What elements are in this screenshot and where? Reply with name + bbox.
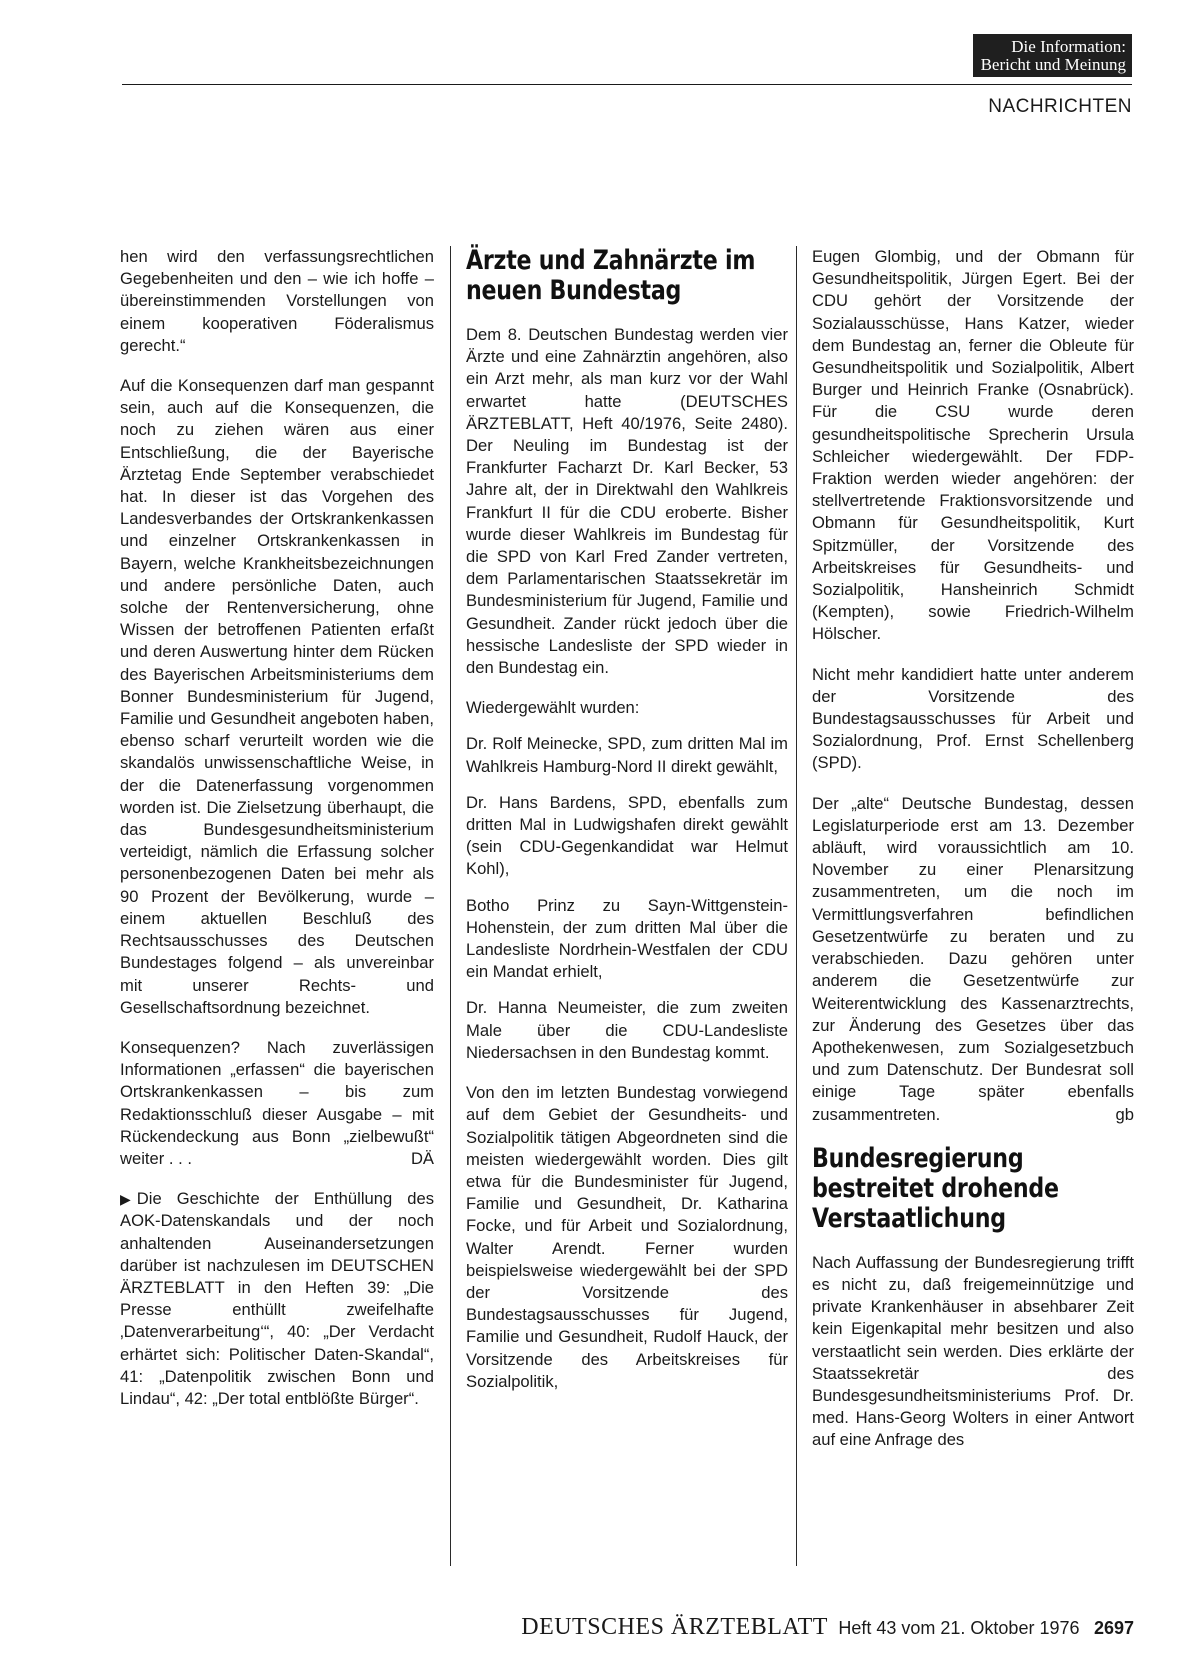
author-signature: DÄ [410,1148,434,1168]
column-divider-2 [796,246,797,1566]
col3-paragraph-3 [812,793,1134,1126]
section-label: NACHRICHTEN [988,96,1132,117]
column-1 [120,246,434,1410]
header-rule [122,84,1132,85]
col2-paragraph-6: Dr. Hanna Neumeister, die zum zweiten Male über die CDU-Landesliste Niedersachsen in den Bundestag kommt. [466,998,788,1062]
page-footer [521,1614,1134,1641]
column-2 [466,246,788,1393]
col1-paragraph-1: hen wird den verfassungsrechtlichen Gegebenheiten und den – wie ich hoffe – übereinstimmenden Vorstellungen von einem kooperativen Föderalismus gerecht.“ [120,247,434,355]
page-number: 2697 [1093,1618,1134,1638]
col1-paragraph-4 [120,1188,434,1410]
col1-paragraph-3-text: Konsequenzen? Nach zuverlässigen Informationen „erfassen“ die bayerischen Ortskrankenkassen – bis zum Redaktionsschluß dieser Ausgabe – mit Rückendeckung aus Bonn „zielbewußt“ weiter . . . [120,1037,434,1168]
col1-paragraph-4-text: Die Geschichte der Enthüllung des AOK-Datenskandals und der noch anhaltenden Auseinandersetzungen darüber ist nachzulesen im DEUTSCHEN ÄRZTEBLATT in den Heften 39: „Die Presse enthüllt zweifelhafte ‚Datenverarbeitung‘“, 40: „Der Verdacht erhärtet sich: Politischer Daten-Skandal“, 41: „Datenpolitik zwischen Bonn und Lindau“, 42: „Der total entblößte Bürger“. [120,1189,434,1408]
column-divider-1 [450,246,451,1566]
col2-paragraph-2: Wiedergewählt wurden: [466,698,640,718]
rubric-badge [973,34,1132,77]
arrow-right-icon: ▶ [120,1191,131,1208]
col2-paragraph-3: Dr. Rolf Meinecke, SPD, zum dritten Mal im Wahlkreis Hamburg-Nord II direkt gewählt, [466,734,788,776]
author-signature-gb: gb [1115,1104,1134,1124]
col2-paragraph-5: Botho Prinz zu Sayn-Wittgenstein-Hohenstein, der zum dritten Mal über die Landesliste Nordrhein-Westfalen der CDU ein Mandat erhielt, [466,895,788,982]
column-3 [812,246,1134,1452]
col1-paragraph-2: Auf die Konsequenzen darf man gespannt sein, auch auf die Konsequenzen, die noch zu ziehen wären aus einer Entschließung, die der Bayerische Ärztetag Ende September verabschiedet hat. In dieser ist das Vorgehen des Landesverbandes der Ortskrankenkassen und einzelner Ortskrankenkassen in Bayern, welche Krankheitsbezeichnungen und andere persönliche Daten, auch solche der Rentenversicherung, ohne Wissen der betroffenen Patienten erfaßt und deren Auswertung hinter dem Rücken des Bayerischen Arbeitsministeriums dem Bonner Bundesministerium für Jugend, Familie und Gesundheit angeboten haben, ebenso scharf verurteilt worden wie die skandalös unwissenschaftliche Weise, in der die Datenerfassung vorgenommen worden ist. Die Zielsetzung überhaupt, die das Bundesgesundheitsministerium verteidigt, nämlich die Erfassung solcher personenbezogenen Daten bei mehr als 90 Prozent der Bevölkerung, wurde – einem aktuellen Beschluß des Rechtsausschusses des Deutschen Bundestages folgend – als unvereinbar mit unserer Rechts- und Gesellschaftsordnung bezeichnet. [120,376,434,1017]
col3-paragraph-3-text: Der „alte“ Deutsche Bundestag, dessen Legislaturperiode erst am 13. Dezember abläuft, wird voraussichtlich am 10. November zu einer Plenarsitzung zusammentreten, um die noch im Vermittlungsverfahren befindlichen Gesetzentwürfe zu beraten und zu verabschieden. Dazu gehören unter anderem die Gesetzentwürfe zur Weiterentwicklung des Kassenarztrechts, zur Änderung des Gesetzes über das Apothekenwesen, zum Sozialgesetzbuch und zum Datenschutz. Der Bundesrat soll einige Tage später ebenfalls zusammentreten. [812,793,1134,1124]
badge-line-2: Bericht und Meinung [980,55,1126,74]
badge-line-1: Die Information: [1011,37,1126,56]
magazine-name: DEUTSCHES ÄRZTEBLATT [521,1614,828,1640]
col2-paragraph-4: Dr. Hans Bardens, SPD, ebenfalls zum dritten Mal in Ludwigshafen direkt gewählt (sein CDU-Gegenkandidat war Helmut Kohl), [466,792,788,879]
article-heading-bundesregierung: Bundesregierung bestreitet drohende Verstaatlichung [812,1142,1059,1234]
col3-paragraph-4: Nach Auffassung der Bundesregierung trifft es nicht zu, daß freigemeinnützige und private Krankenhäuser in absehbarer Zeit kein Eigenkapital mehr besitzen und also verstaatlicht sein werden. Dies erklärte der Staatssekretär des Bundesgesundheitsministeriums Prof. Dr. med. Hans-Georg Wolters in einer Antwort auf eine Anfrage des [812,1252,1134,1450]
col3-paragraph-2: Nicht mehr kandidiert hatte unter anderem der Vorsitzende des Bundestagsausschusses für Arbeit und Sozialordnung, Prof. Ernst Schellenberg (SPD). [812,664,1134,773]
col3-paragraph-1: Eugen Glombig, und der Obmann für Gesundheitspolitik, Jürgen Egert. Bei der CDU gehört der Vorsitzende der Sozialausschüsse, Hans Katzer, wieder dem Bundestag an, ferner die Obleute für Gesundheitspolitik und Sozialpolitik, Albert Burger und Heinrich Franke (Osnabrück). Für die CSU wurde deren gesundheitspolitische Sprecherin Ursula Schleicher wiedergewählt. Der FDP-Fraktion werden wieder angehören: der stellvertretende Fraktionsvorsitzende und Obmann für Gesundheitspolitik, Kurt Spitzmüller, der Vorsitzende des Arbeitskreises für Gesundheits- und Sozialpolitik, Hansheinrich Schmidt (Kempten), sowie Friedrich-Wilhelm Hölscher. [812,247,1134,644]
issue-info: Heft 43 vom 21. Oktober 1976 [838,1618,1080,1638]
col2-paragraph-1: Dem 8. Deutschen Bundestag werden vier Ärzte und eine Zahnärztin angehören, also ein Arzt mehr, als man kurz vor der Wahl erwartet hatte (DEUTSCHES ÄRZTEBLATT, Heft 40/1976, Seite 2480). Der Neuling im Bundestag ist der Frankfurter Facharzt Dr. Karl Becker, 53 Jahre alt, der in Direktwahl den Wahlkreis Frankfurt II für die CDU eroberte. Bisher wurde dieser Wahlkreis im Bundestag für die SPD von Karl Fred Zander vertreten, dem Parlamentarischen Staatssekretär im Bundesministerium für Jugend, Familie und Gesundheit. Zander rückt jedoch über die hessische Landesliste der SPD wieder in den Bundestag ein. [466,325,788,678]
col2-paragraph-7: Von den im letzten Bundestag vorwiegend auf dem Gebiet der Gesundheits- und Sozialpolitik tätigen Abgeordneten sind die meisten wiedergewählt worden. Dies gilt etwa für die Bundesminister für Jugend, Familie und Gesundheit, Dr. Katharina Focke, und für Arbeit und Sozialordnung, Walter Arendt. Ferner wurden beispielsweise wiedergewählt bei der SPD der Vorsitzende des Bundestagsausschusses für Jugend, Familie und Gesundheit, Rudolf Hauck, der Vorsitzende des Arbeitskreises für Sozialpolitik, [466,1083,788,1391]
article-heading-aerzte: Ärzte und Zahnärzte im neuen Bundestag [466,245,756,306]
col1-paragraph-3 [120,1037,434,1170]
